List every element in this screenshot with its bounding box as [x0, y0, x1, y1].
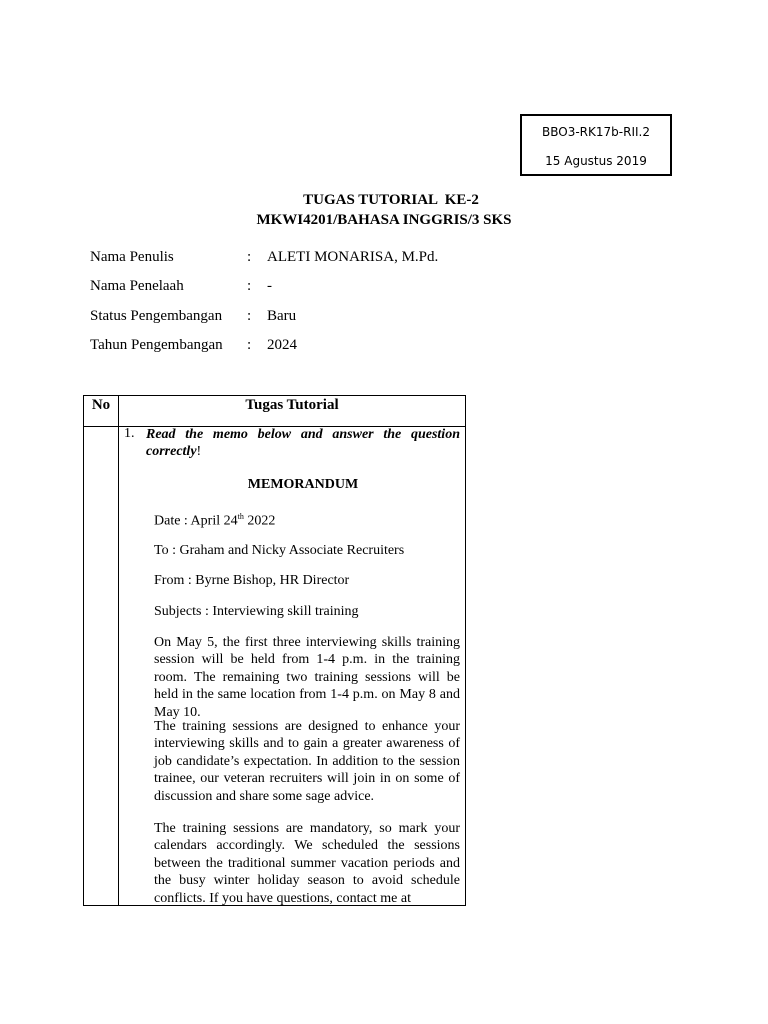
document-code: BBO3-RK17b-RII.2 — [542, 125, 650, 139]
memo-paragraph-3: The training sessions are mandatory, so mark your calendars accordingly. We scheduled the sessions between the traditional summer vacation periods and the busy winter holiday season to avoid schedule conflicts. If you have questions, contact me at — [154, 821, 460, 906]
column-header-no: No — [91, 397, 111, 413]
document-code-box — [520, 114, 672, 176]
meta-colon: : — [247, 337, 252, 353]
meta-label: Nama Penelaah — [90, 278, 184, 294]
title-line-1: TUGAS TUTORIAL KE-2 — [303, 192, 479, 208]
meta-colon: : — [247, 249, 252, 265]
meta-label: Status Pengembangan — [90, 308, 223, 324]
meta-label: Tahun Pengembangan — [90, 337, 223, 353]
column-divider — [118, 396, 119, 905]
memo-paragraph-1: On May 5, the first three interviewing skills training session will be held from 1-4 p.m. in the training room. The remaining two training sessions will be held in the same location from 1-4 p.m. on May 8 and May 10. — [154, 635, 460, 720]
meta-colon: : — [247, 308, 252, 324]
memo-subject: Subjects : Interviewing skill training — [154, 604, 359, 619]
meta-value: ALETI MONARISA, M.Pd. — [267, 249, 439, 265]
question-instruction — [146, 426, 460, 460]
meta-label: Nama Penulis — [90, 249, 174, 265]
memo-date-suffix: 2022 — [243, 513, 276, 529]
memo-date — [154, 512, 460, 530]
meta-colon: : — [247, 278, 252, 294]
meta-value: - — [267, 278, 272, 294]
meta-value: 2024 — [267, 337, 297, 353]
memo-paragraph-2: The training sessions are designed to enhance your interviewing skills and to gain a greater awareness of job candidate’s expectation. In addition to the session trainee, our veteran recruiters will join in on some of discussion and share some sage advice. — [154, 719, 460, 804]
memo-title: MEMORANDUM — [247, 477, 359, 492]
meta-value: Baru — [267, 308, 297, 324]
document-date: 15 Agustus 2019 — [545, 154, 647, 168]
question-number: 1. — [124, 426, 135, 441]
title-line-2: MKWI4201/BAHASA INGGRIS/3 SKS — [256, 212, 512, 228]
column-header-task: Tugas Tutorial — [245, 397, 339, 413]
question-end: ! — [196, 444, 202, 459]
memo-date-sup: th — [237, 512, 244, 521]
memo-from: From : Byrne Bishop, HR Director — [154, 573, 350, 588]
memo-date-prefix: Date : April 24 — [154, 513, 238, 529]
question-text: Read the memo below and answer the question correctly — [146, 427, 460, 459]
memo-to: To : Graham and Nicky Associate Recruiters — [154, 543, 405, 558]
tutorial-table — [83, 395, 466, 906]
